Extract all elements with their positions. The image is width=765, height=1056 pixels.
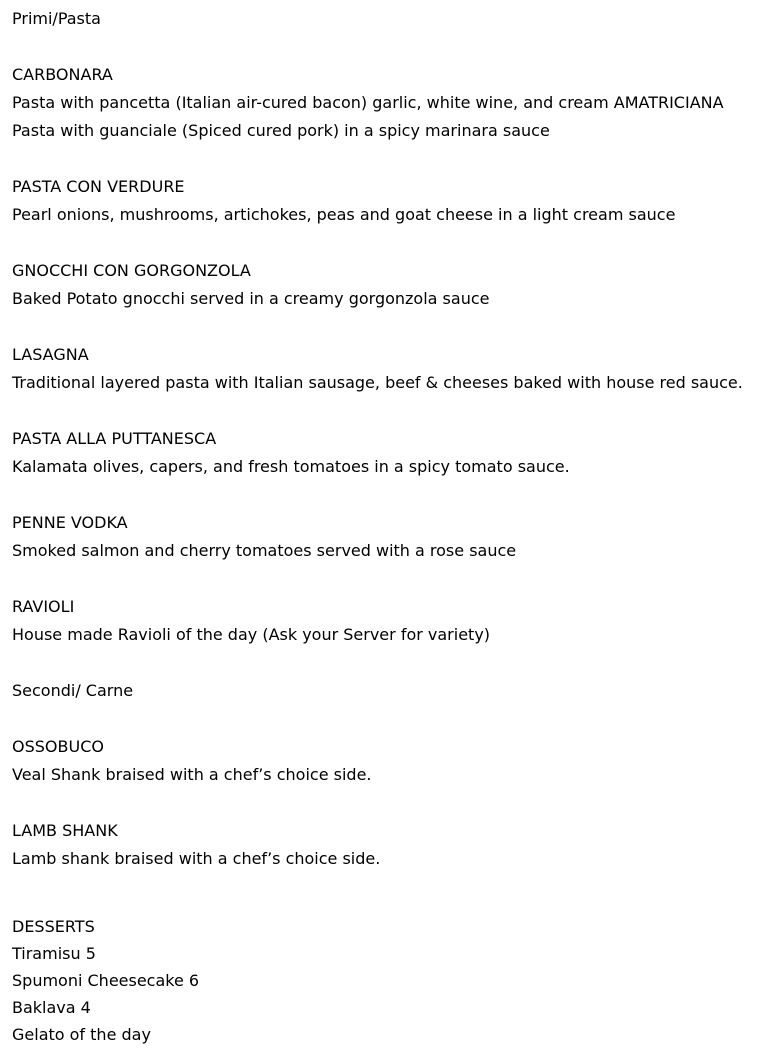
menu-item-description-gnocchi: Baked Potato gnocchi served in a creamy gorgonzola sauce bbox=[12, 289, 490, 308]
menu-item-name-puttanesca: PASTA ALLA PUTTANESCA bbox=[12, 429, 217, 448]
dessert-item-baklava: Baklava 4 bbox=[12, 998, 91, 1017]
menu-item-description-lamb-shank: Lamb shank braised with a chef’s choice side. bbox=[12, 849, 381, 868]
menu-item-description-ossobuco: Veal Shank braised with a chef’s choice side. bbox=[12, 765, 372, 784]
menu-item-name-ossobuco: OSSOBUCO bbox=[12, 737, 104, 756]
menu-item-name-carbonara: CARBONARA bbox=[12, 65, 113, 84]
menu-item-name-ravioli: RAVIOLI bbox=[12, 597, 75, 616]
menu-item-description-puttanesca: Kalamata olives, capers, and fresh tomatoes in a spicy tomato sauce. bbox=[12, 457, 570, 476]
menu-item-name-pasta-con-verdure: PASTA CON VERDURE bbox=[12, 177, 185, 196]
menu-item-name-penne-vodka: PENNE VODKA bbox=[12, 513, 128, 532]
dessert-item-spumoni-cheesecake: Spumoni Cheesecake 6 bbox=[12, 971, 200, 990]
menu-item-name-lasagna: LASAGNA bbox=[12, 345, 89, 364]
menu-item-description-amatriciana: Pasta with guanciale (Spiced cured pork) in a spicy marinara sauce bbox=[12, 121, 550, 140]
menu-item-name-gnocchi: GNOCCHI CON GORGONZOLA bbox=[12, 261, 251, 280]
primi-heading: Primi/Pasta bbox=[12, 9, 101, 28]
menu-item-description-carbonara: Pasta with pancetta (Italian air-cured bacon) garlic, white wine, and cream AMATRICIANA bbox=[12, 93, 724, 112]
menu-item-description-penne-vodka: Smoked salmon and cherry tomatoes served with a rose sauce bbox=[12, 541, 517, 560]
menu-item-description-lasagna: Traditional layered pasta with Italian sausage, beef & cheeses baked with house red sauce. bbox=[12, 373, 743, 392]
dessert-item-tiramisu: Tiramisu 5 bbox=[12, 944, 96, 963]
desserts-heading: DESSERTS bbox=[12, 917, 95, 936]
menu-item-description-ravioli: House made Ravioli of the day (Ask your Server for variety) bbox=[12, 625, 491, 644]
menu-item-name-lamb-shank: LAMB SHANK bbox=[12, 821, 118, 840]
secondi-heading: Secondi/ Carne bbox=[12, 681, 134, 700]
menu-item-description-pasta-con-verdure: Pearl onions, mushrooms, artichokes, peas and goat cheese in a light cream sauce bbox=[12, 205, 676, 224]
dessert-item-gelato: Gelato of the day bbox=[12, 1025, 151, 1044]
